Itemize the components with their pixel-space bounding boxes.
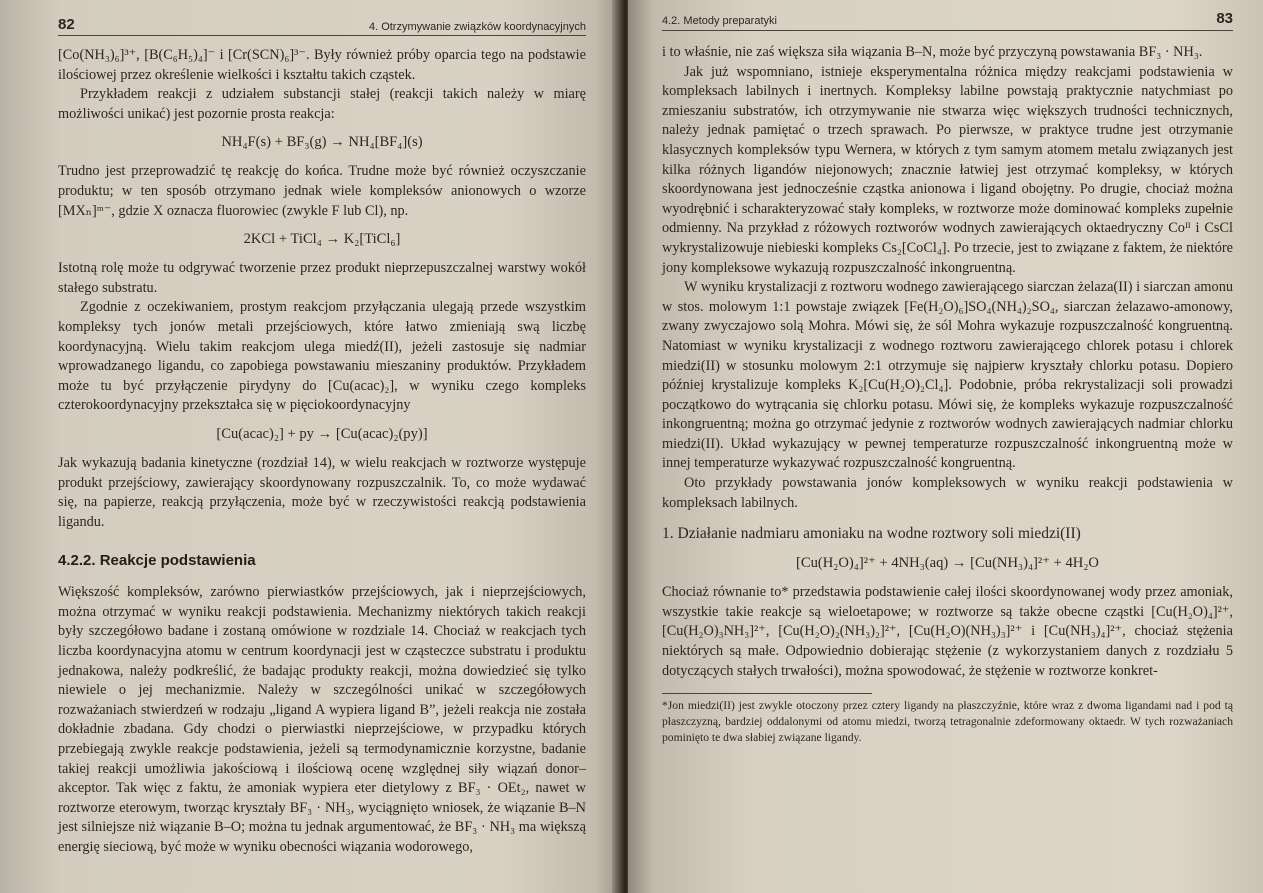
right-paragraph-2: Jak już wspomniano, istnieje eksperymentalna różnica między reakcjami podstawienia w kompleksach labilnych i inertnych. Kompleksy labilne powstają praktycznie natychmiast po zmieszaniu substratów, ich otrzymywanie nie stwarza więc większych trudności technicznych, należy jednak pamiętać o trzech sprawach. Po pierwsze, w praktyce trudne jest otrzymanie klasycznych kompleksów typu Wernera, w których z tym samym atomem metalu związanych jest kilka różnych ligandów niejonowych; znacznie łatwiej jest otrzymać kompleksy, w których skoordynowana jest jednocześnie cząstka anionowa i ligand obojętny. Po drugie, chociaż można wyodrębnić i scharakteryzować stały kompleks, w roztworze może dominować kompleks zupełnie odmienny. Na przykład z różowych roztworów wodnych zawierających oktaedryczny Coᴵᴵ i CsCl wykrystalizowuje niebieski kompleks Cs₂[CoCl₄]. Po trzecie, jest to związane z faktem, że niektóre jony kompleksowe wykazują rozpuszczalność inkongruentną.: [662, 63, 1233, 276]
left-paragraph-1: [Co(NH₃)₆]³⁺, [B(C₆H₅)₄]⁻ i [Cr(SCN)₆]³⁻. Były również próby oparcia tego na podstawie ilościowej przez określenie wielkości i kształtu takich cząstek.: [58, 47, 586, 83]
right-paragraph-5: Chociaż równanie to* przedstawia podstawienie całej ilości skoordynowanej wody przez amoniak, wszystkie takie reakcje są wieloetapowe; w roztworze są także obecne cząstki [Cu(H₂O)₄]²⁺, [Cu(H₂O)₃NH₃]²⁺, [Cu(H₂O)₂(NH₃)₂]²⁺, [Cu(H₂O)(NH₃)₃]²⁺ i [Cu(NH₃)₄]²⁺, chociaż stężenia niektórych są małe. Odpowiednio dobierając stężenie (z wykorzystaniem danych z rozdziału 5 dotyczących stałych trwałości), można spowodować, że stężenie w roztworze konkret-: [662, 584, 1233, 679]
right-chapter-title: 4.2. Metody preparatyki: [662, 15, 777, 27]
numbered-item-1: 1. Działanie nadmiaru amoniaku na wodne roztwory soli miedzi(II): [662, 525, 1081, 543]
left-paragraph-3: Trudno jest przeprowadzić tę reakcję do końca. Trudne może być również oczyszczanie produktu; w ten sposób otrzymano jednak wiele kompleksów anionowych o wzorze [MXₙ]ᵐ⁻, gdzie X oznacza fluorowiec (zwykle F lub Cl), np.: [58, 163, 586, 219]
left-paragraph-4: Istotną rolę może tu odgrywać tworzenie przez produkt nieprzepuszczalnej warstwy wokół stałego substratu.: [58, 260, 586, 296]
right-paragraph-3: W wyniku krystalizacji z roztworu wodnego zawierającego siarczan żelaza(II) i siarczan amonu w stos. molowym 1:1 powstaje związek [Fe(H₂O)₆]SO₄(NH₄)₂SO₄, siarczan żelazawo-amonowy, zwany zwyczajowo solą Mohra. Mówi się, że sól Mohra wykazuje rozpuszczalność kongruentną. Natomiast w wyniku krystalizacji z wodnego roztworu zawierającego chlorek potasu i chlorek miedzi(II) w stosunku molowym 2:1 otrzymuje się najpierw kryształy chlorku potasu. Dopiero później krystalizuje kompleks K₂[Cu(H₂O)₂Cl₄]. Podobnie, próba rekrystalizacji soli prowadzi początkowo do wytrącania się chlorku potasu. Mówi się, że kompleks wykazuje rozpuszczalność inkongruentną; można go otrzymać jedynie z roztworów wodnych zawierających nadmiar chlorku miedzi(II). Układ wykazujący w pewnej temperaturze rozpuszczalność inkongruentną może w innej temperaturze wykazywać rozpuszczalność kongruentną.: [662, 279, 1233, 472]
left-paragraph-2: Przykładem reakcji z udziałem substancji stałej (reakcji takich należy w miarę możliwości unikać) jest pozornie prosta reakcja:: [58, 86, 586, 122]
right-page-number: 83: [1216, 10, 1233, 27]
left-running-head: [58, 16, 586, 36]
left-equation-1: NH₄F(s) + BF₃(g) → NH₄[BF₄](s): [221, 134, 423, 151]
right-paragraph-4: Oto przykłady powstawania jonów kompleksowych w wyniku reakcji podstawienia w kompleksach labilnych.: [662, 475, 1233, 511]
left-paragraph-6: Jak wykazują badania kinetyczne (rozdział 14), w wielu reakcjach w roztworze występuje produkt przejściowy, zawierający skoordynowany rozpuszczalnik. To, co może wydawać się, na papierze, reakcją przyłączenia, może być w rzeczywistości reakcją podstawienia ligandu.: [58, 454, 586, 530]
left-chapter-title: 4. Otrzymywanie związków koordynacyjnych: [368, 21, 586, 33]
left-page: [0, 0, 620, 893]
left-equation-3: [Cu(acac)₂] + py → [Cu(acac)₂(py)]: [216, 425, 428, 442]
section-heading: 4.2.2. Reakcje podstawienia: [58, 552, 256, 570]
left-page-number: 82: [58, 16, 75, 33]
right-running-head: [662, 10, 1233, 31]
right-equation-1: [Cu(H₂O)₄]²⁺ + 4NH₃(aq) → [Cu(NH₃)₄]²⁺ + 4H₂O: [796, 555, 1099, 572]
footnote-rule: [662, 693, 872, 694]
right-page: [628, 0, 1263, 893]
left-paragraph-5: Zgodnie z oczekiwaniem, prostym reakcjom przyłączania ulegają przede wszystkim kompleksy tych jonów metali przejściowych, które łatwo zmieniają swą liczbę koordynacyjną. Wielu takim reakcjom ulega miedź(II), jeżeli zastosuje się nadmiar wprowadzanego ligandu, co zapobiega powstawaniu mieszaniny produktów. Przykładem może tu być przyłączenie pirydyny do [Cu(acac)₂], w wyniku czego kompleks czterokoordynacyjny przekształca się w pięciokoordynacyjny: [58, 299, 586, 414]
left-equation-2: 2KCl + TiCl₄ → K₂[TiCl₆]: [243, 231, 401, 248]
right-paragraph-1: i to właśnie, nie zaś większa siła wiązania B–N, może być przyczyną powstawania BF₃ · NH₃.: [662, 44, 1203, 60]
left-paragraph-7: Większość kompleksów, zarówno pierwiastków przejściowych, jak i nieprzejściowych, można otrzymać w wyniku reakcji podstawienia. Mechanizmy niektórych takich reakcji były szczegółowo badane i zostaną omówione w rozdziale 14. Chociaż w reakcjach tych liczba koordynacyjna atomu w centrum koordynacji jest w cząsteczce substratu i produktu jednakowa, należy podkreślić, że badając produkty reakcji, można dowiedzieć się tylko niewiele o jej mechanizmie. Należy w szczególności unikać w szczegółowych rozważaniach stwierdzeń w rodzaju „ligand A wypiera ligand B”, jeżeli reakcja nie została dokładnie zbadana. Gdy chodzi o pierwiastki nieprzejściowe, w przypadku których przebiegają zwykle reakcje podstawienia, jeżeli są termodynamicznie korzystne, badanie takiej reakcji umożliwia jakościową i ilościową ocenę względnej siły wiązań donor–akceptor. Tak więc z faktu, że amoniak wypiera eter dietylowy z BF₃ · OEt₂, nawet w roztworze eterowym, tworząc kryształy BF₃ · NH₃, wyciągnięto wniosek, że wiązanie B–N jest silniejsze niż wiązanie B–O; można tu jednak argumentować, że BF₃ · NH₃ ma większą energię sieciową, być może w wyniku obecności wiązania wodorowego,: [58, 584, 586, 855]
footnote: *Jon miedzi(II) jest zwykle otoczony przez cztery ligandy na płaszczyźnie, które wraz z dwoma ligandami nad i pod tą płaszczyzną, bardziej oddalonymi od atomu miedzi, tworzą tetragonalnie zdeformowany oktaedr. W tych rozważaniach pominięto te dwa słabiej związane ligandy.: [662, 699, 1233, 745]
